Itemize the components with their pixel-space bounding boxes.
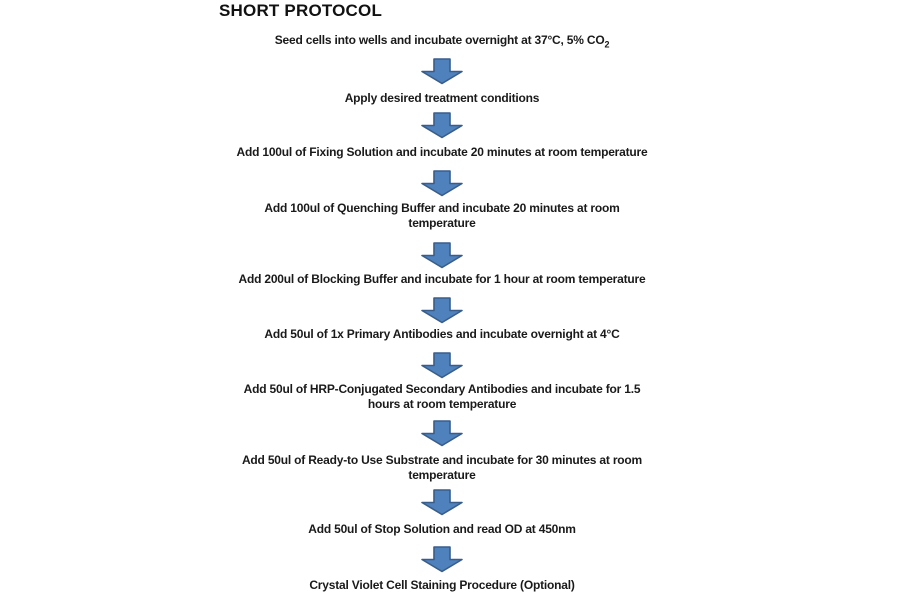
down-arrow-shape bbox=[422, 113, 462, 138]
protocol-step-text: Apply desired treatment conditions bbox=[344, 91, 540, 105]
down-arrow-shape bbox=[422, 243, 462, 268]
page-title: SHORT PROTOCOL bbox=[219, 1, 383, 20]
protocol-step-text: Seed cells into wells and incubate overnight at 37°C, 5% $CO_2$ bbox=[274, 33, 610, 50]
down-arrow-icon bbox=[420, 546, 464, 573]
down-arrow-icon bbox=[420, 297, 464, 324]
down-arrow-shape bbox=[422, 547, 462, 572]
protocol-step-text: Add 200ul of Blocking Buffer and incubate for 1 hour at room temperature bbox=[238, 272, 646, 286]
protocol-step-text: Add 50ul of 1x Primary Antibodies and incubate overnight at 4°C bbox=[264, 327, 620, 341]
protocol-step-text: Add 100ul of Quenching Buffer and incubate 20 minutes at room temperature bbox=[264, 201, 620, 230]
protocol-step-text: Add 50ul of HRP-Conjugated Secondary Antibodies and incubate for 1.5 hours at room temperature bbox=[243, 382, 641, 411]
down-arrow-shape bbox=[422, 298, 462, 323]
down-arrow-icon bbox=[420, 58, 464, 85]
down-arrow-shape bbox=[422, 490, 462, 515]
protocol-step-text: Add 50ul of Ready-to Use Substrate and incubate for 30 minutes at room temperature bbox=[241, 453, 643, 482]
subscript-text: 2 bbox=[604, 39, 610, 50]
down-arrow-icon bbox=[420, 489, 464, 516]
down-arrow-icon bbox=[420, 352, 464, 379]
down-arrow-shape bbox=[422, 353, 462, 378]
down-arrow-icon bbox=[420, 242, 464, 269]
protocol-step-text: Crystal Violet Cell Staining Procedure (Optional) bbox=[309, 578, 575, 592]
down-arrow-icon bbox=[420, 420, 464, 447]
down-arrow-icon bbox=[420, 170, 464, 197]
down-arrow-icon bbox=[420, 112, 464, 139]
protocol-step-text: Add 100ul of Fixing Solution and incubate 20 minutes at room temperature bbox=[236, 145, 648, 159]
down-arrow-shape bbox=[422, 171, 462, 196]
protocol-step-text: Add 50ul of Stop Solution and read OD at 450nm bbox=[308, 522, 576, 536]
down-arrow-shape bbox=[422, 421, 462, 446]
down-arrow-shape bbox=[422, 59, 462, 84]
